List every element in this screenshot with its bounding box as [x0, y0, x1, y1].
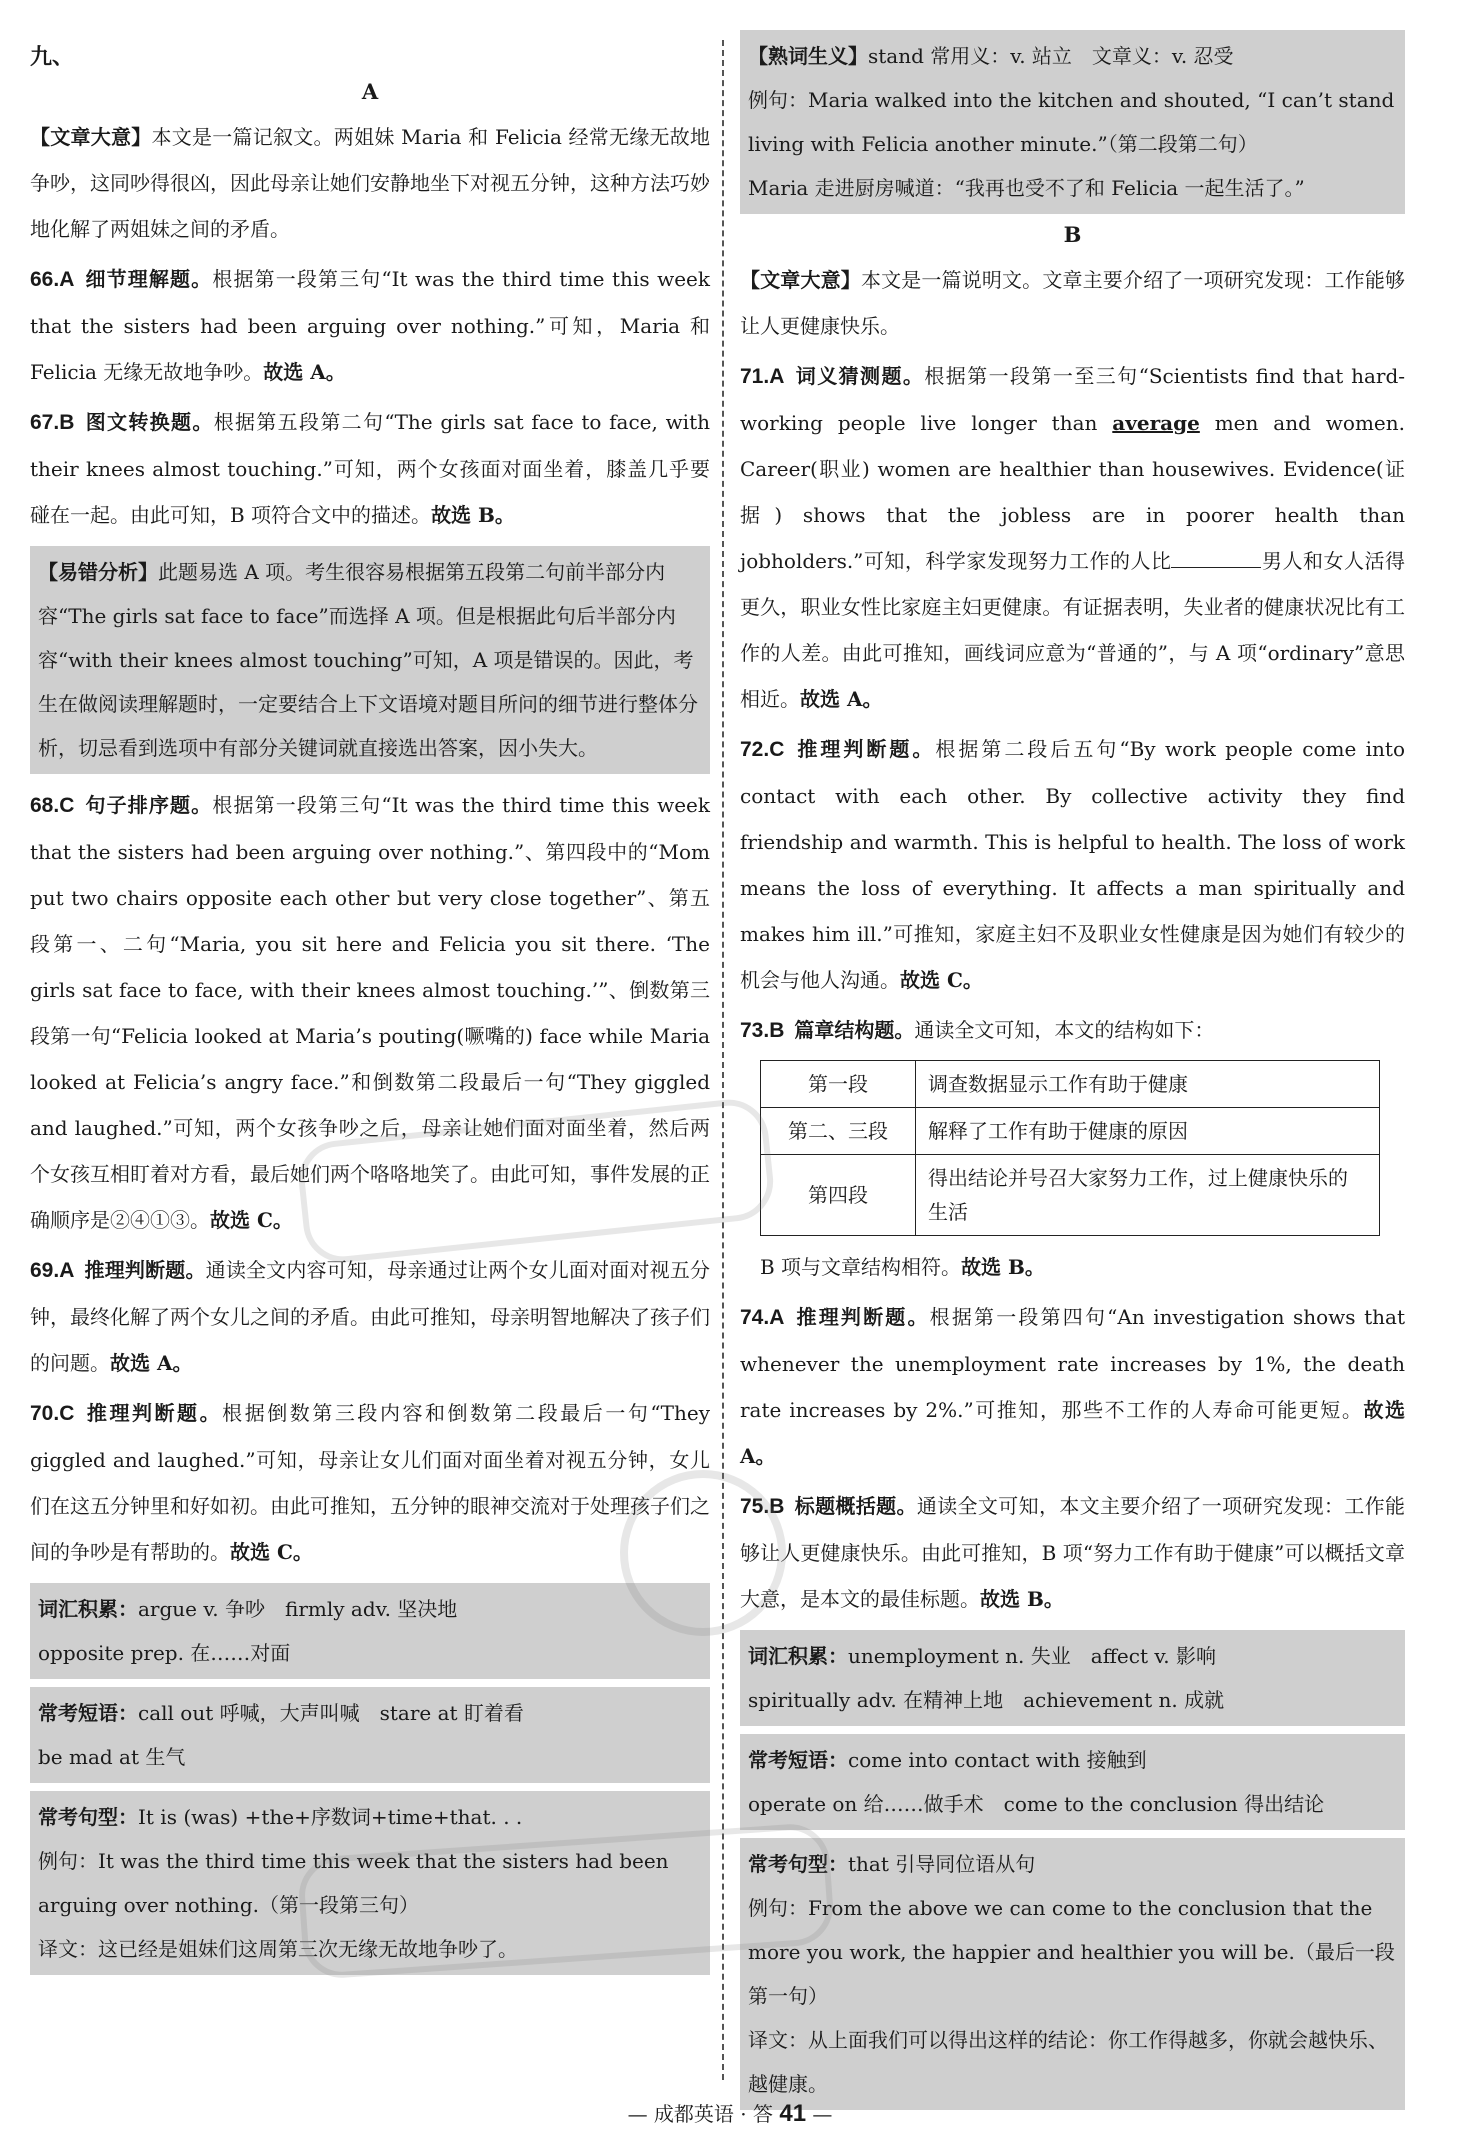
question-type: 推理判断题。	[84, 1401, 223, 1425]
question-74	[740, 1294, 1405, 1479]
pattern-tag: 常考句型：	[748, 1852, 848, 1876]
pattern-example: 例句：It was the third time this week that the sisters had been arguing over nothing.（第一段第三句）	[38, 1849, 669, 1917]
question-number: 67.B	[30, 411, 75, 434]
answer-choice: 故选 B。	[980, 1587, 1064, 1611]
answer-blank	[1171, 549, 1261, 568]
question-type: 标题概括题。	[794, 1494, 917, 1518]
vocab-box	[740, 1630, 1405, 1726]
answer-choice: 故选 A。	[740, 1398, 1406, 1468]
phrase-line: call out 呼喊，大声叫喊 stare at 盯着看	[138, 1701, 524, 1725]
question-69	[30, 1247, 710, 1386]
summary-tag: 【文章大意】	[740, 268, 861, 292]
footer-text: — 成都英语 · 答	[627, 2102, 773, 2126]
phrase-line: be mad at 生气	[38, 1745, 186, 1769]
question-number: 68.C	[30, 794, 75, 817]
table-cell: 解释了工作有助于健康的原因	[916, 1108, 1380, 1155]
question-explanation: men and women. Career(职业) women are healthier than housewives. Evidence(证据) shows that the jobless are in poorer health than jobholders.”可知，科学家发现努力工作的人比	[740, 411, 1405, 573]
question-type: 词义猜测题。	[794, 364, 925, 388]
question-type: 细节理解题。	[84, 267, 213, 291]
page-footer	[0, 2098, 1460, 2128]
phrases-box	[740, 1734, 1405, 1830]
phrases-tag: 常考短语：	[748, 1748, 848, 1772]
table-cell: 得出结论并号召大家努力工作，过上健康快乐的生活	[916, 1155, 1380, 1236]
question-type: 篇章结构题。	[794, 1018, 915, 1042]
question-explanation: 根据第一段第四句“An investigation shows that whenever the unemployment rate increases by 1%, the death rate increases by 2%.”可推知，那些不工作的人寿命可能更短。	[740, 1305, 1405, 1422]
answer-choice: 故选 B。	[961, 1255, 1045, 1279]
question-explanation: 通读全文可知，本文主要介绍了一项研究发现：工作能够让人更健康快乐。由此可推知，B 项“努力工作有助于健康”可以概括文章大意，是本文的最佳标题。	[740, 1494, 1406, 1611]
familiar-word-box	[740, 30, 1405, 214]
pattern-translation: 译文：这已经是姐妹们这周第三次无缘无故地争吵了。	[38, 1937, 518, 1961]
question-71	[740, 353, 1405, 722]
column-divider	[722, 40, 724, 2080]
question-68	[30, 782, 710, 1243]
phrase-line: come into contact with 接触到	[848, 1748, 1147, 1772]
question-type: 推理判断题。	[794, 737, 936, 761]
structure-table	[760, 1060, 1380, 1236]
summary-tag: 【文章大意】	[30, 125, 152, 149]
question-number: 66.A	[30, 268, 75, 291]
question-explanation: 根据第一段第一至三句“Scientists find that hard-working people live longer than	[740, 364, 1406, 435]
question-type: 推理判断题。	[84, 1258, 206, 1282]
answer-choice: 故选 C。	[230, 1540, 313, 1564]
question-75	[740, 1483, 1405, 1622]
vocab-tag: 词汇积累：	[38, 1597, 138, 1621]
underlined-word: average	[1112, 411, 1200, 435]
question-explanation: 根据第一段第三句“It was the third time this week that the sisters had been arguing over nothing.”可知，Maria 和 Felicia 无缘无故地争吵。	[30, 267, 710, 384]
phrases-box	[30, 1687, 710, 1783]
question-number: 74.A	[740, 1306, 785, 1329]
left-column	[30, 40, 710, 1983]
answer-choice: 故选 A。	[110, 1351, 193, 1375]
question-type: 图文转换题。	[84, 410, 214, 434]
answer-choice: 故选 C。	[900, 968, 983, 992]
table-cell: 调查数据显示工作有助于健康	[916, 1061, 1380, 1108]
pattern-example: 例句：From the above we can come to the conclusion that the more you work, the happier and healthier you will be.（最后一段第一句）	[748, 1896, 1395, 2008]
error-analysis-text: 此题易选 A 项。考生很容易根据第五段第二句前半部分内容“The girls sat face to face”而选择 A 项。但是根据此句后半部分内容“with their knees almost touching”可知，A 项是错误的。因此，考生在做阅读理解题时，一定要结合上下文语境对题目所问的细节进行整体分析，切忌看到选项中有部分关键词就直接选出答案，因小失大。	[38, 560, 698, 760]
phrases-tag: 常考短语：	[38, 1701, 138, 1725]
footer-dash: —	[812, 2102, 833, 2126]
question-70	[30, 1390, 710, 1575]
answer-choice: 故选 B。	[431, 503, 515, 527]
vocab-line: spiritually adv. 在精神上地 achievement n. 成就	[748, 1688, 1225, 1712]
right-column	[740, 30, 1405, 2118]
question-explanation: 男人和女人活得更久，职业女性比家庭主妇更健康。有证据表明，失业者的健康状况比有工作的人差。由此可推知，画线词应意为“普通的”，与 A 项“ordinary”意思相近。	[740, 549, 1405, 711]
table-cell: 第一段	[761, 1061, 916, 1108]
table-cell: 第二、三段	[761, 1108, 916, 1155]
question-explanation: 通读全文内容可知，母亲通过让两个女儿面对面对视五分钟，最终化解了两个女儿之间的矛盾。由此可推知，母亲明智地解决了孩子们的问题。	[30, 1258, 711, 1375]
question-explanation: B 项与文章结构相符。	[760, 1255, 962, 1279]
question-explanation: 通读全文可知，本文的结构如下：	[914, 1018, 1215, 1042]
question-73-conclusion	[740, 1244, 1405, 1290]
question-number: 69.A	[30, 1259, 75, 1282]
question-72	[740, 726, 1405, 1003]
question-number: 70.C	[30, 1402, 75, 1425]
question-67	[30, 399, 710, 538]
question-number: 72.C	[740, 738, 785, 761]
pattern-translation: 译文：从上面我们可以得出这样的结论：你工作得越多，你就会越快乐、越健康。	[748, 2028, 1388, 2096]
vocab-line: unemployment n. 失业 affect v. 影响	[848, 1644, 1216, 1668]
table-cell: 第四段	[761, 1155, 916, 1236]
summary-text: 本文是一篇记叙文。两姐妹 Maria 和 Felicia 经常无缘无故地争吵，这同吵得很凶，因此母亲让她们安静地坐下对视五分钟，这种方法巧妙地化解了两姐妹之间的矛盾。	[30, 125, 711, 241]
page-number: 41	[779, 2100, 807, 2127]
passage-a-summary	[30, 114, 710, 252]
vocab-line: opposite prep. 在……对面	[38, 1641, 291, 1665]
vocab-box	[30, 1583, 710, 1679]
question-explanation: 根据第一段第三句“It was the third time this week that the sisters had been arguing over nothing.”、第四段中的“Mom put two chairs opposite each other but very close together”、第五段第一、二句“Maria, you sit here and Felicia you sit there. ‘The girls sat face to face, with their knees almost touching.’”、倒数第三段第一句“Felicia looked at Maria’s pouting(噘嘴的) face while Maria looked at Felicia’s angry face.”和倒数第二段最后一句“They giggled and laughed.”可知，两个女孩争吵之后，母亲让她们面对面坐着，然后两个女孩互相盯着对方看，最后她们两个咯咯地笑了。由此可知，事件发展的正确顺序是②④①③。	[30, 793, 710, 1232]
familiar-word-head: stand 常用义：v. 站立 文章义：v. 忍受	[868, 44, 1234, 68]
question-explanation: 根据倒数第三段内容和倒数第二段最后一句“They giggled and laughed.”可知，母亲让女儿们面对面坐着对视五分钟，女儿们在这五分钟里和好如初。由此可推知，五分钟的眼神交流对于处理孩子们之间的争吵是有帮助的。	[30, 1401, 711, 1564]
familiar-word-tag: 【熟词生义】	[748, 44, 868, 68]
question-explanation: 根据第五段第二句“The girls sat face to face, with their knees almost touching.”可知，两个女孩面对面坐着，膝盖几乎要碰在一起。由此可知，B 项符合文中的描述。	[30, 410, 710, 527]
question-number: 75.B	[740, 1495, 785, 1518]
answer-choice: 故选 A。	[263, 360, 346, 384]
question-73	[740, 1007, 1405, 1054]
error-analysis-tag: 【易错分析】	[38, 560, 158, 584]
question-number: 71.A	[740, 365, 785, 388]
answer-choice: 故选 A。	[800, 687, 883, 711]
familiar-word-translation: Maria 走进厨房喊道：“我再也受不了和 Felicia 一起生活了。”	[748, 176, 1305, 200]
vocab-tag: 词汇积累：	[748, 1644, 848, 1668]
section-number: 九、	[30, 44, 75, 70]
pattern-line: that 引导同位语从句	[848, 1852, 1036, 1876]
question-explanation: 根据第二段后五句“By work people come into contact with each other. By collective activity they find friendship and warmth. This is helpful to health. The loss of work means the loss of everything. It affects a man spiritually and makes him ill.”可推知，家庭主妇不及职业女性健康是因为她们有较少的机会与他人沟通。	[740, 737, 1405, 992]
passage-b-label: B	[1063, 222, 1082, 247]
vocab-line: argue v. 争吵 firmly adv. 坚决地	[138, 1597, 458, 1621]
table-row	[761, 1155, 1380, 1236]
pattern-line: It is (was) +the+序数词+time+that. . .	[138, 1805, 523, 1829]
familiar-word-example: 例句：Maria walked into the kitchen and shouted, “I can’t stand living with Felicia another minute.”（第二段第二句）	[748, 88, 1395, 156]
sentence-pattern-box	[30, 1791, 710, 1975]
passage-a-label: A	[361, 79, 379, 104]
table-row	[761, 1061, 1380, 1108]
question-66	[30, 256, 710, 395]
question-type: 推理判断题。	[794, 1305, 930, 1329]
passage-b-summary	[740, 257, 1405, 349]
pattern-tag: 常考句型：	[38, 1805, 138, 1829]
question-number: 73.B	[740, 1019, 785, 1042]
sentence-pattern-box	[740, 1838, 1405, 2110]
error-analysis-box	[30, 546, 710, 774]
question-type: 句子排序题。	[84, 793, 213, 817]
summary-text: 本文是一篇说明文。文章主要介绍了一项研究发现：工作能够让人更健康快乐。	[740, 268, 1405, 338]
table-row	[761, 1108, 1380, 1155]
phrase-line: operate on 给……做手术 come to the conclusion 得出结论	[748, 1792, 1325, 1816]
answer-choice: 故选 C。	[210, 1208, 293, 1232]
